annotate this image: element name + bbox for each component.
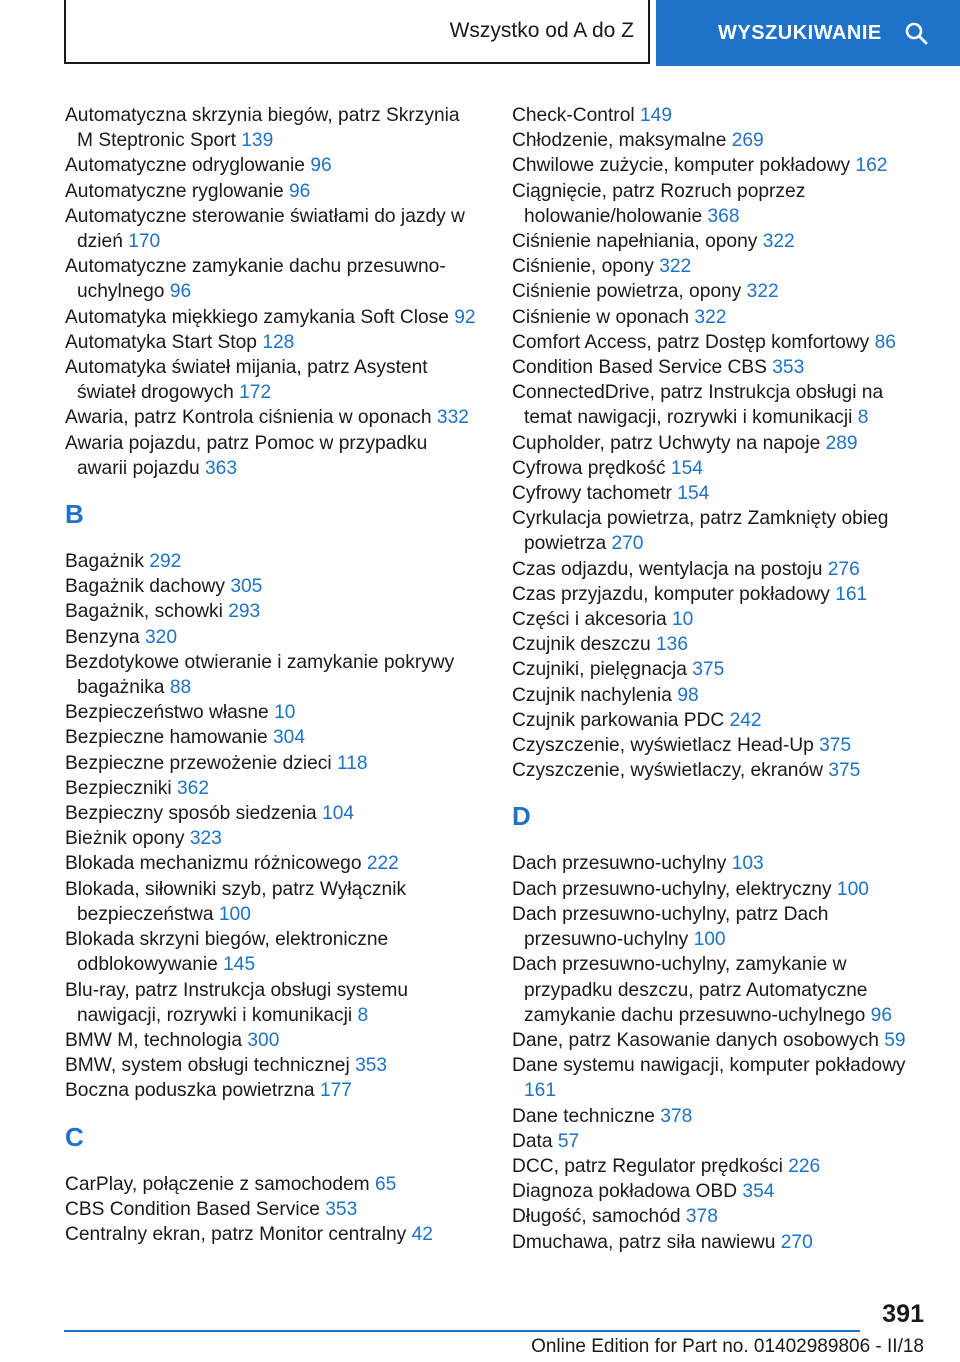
index-entry (65, 826, 480, 851)
index-entry (65, 599, 480, 624)
index-entry-text: Blokada mechanizmu różnicowego (65, 853, 362, 875)
index-entry (65, 625, 480, 650)
page-link[interactable]: 96 (870, 1004, 892, 1026)
index-entry-text: Ciśnienie powietrza, opony (512, 281, 742, 303)
index-entry-text: Ciśnienie, opony (512, 256, 654, 278)
index-entry-text: BMW M, technologia (65, 1029, 243, 1051)
index-entry (65, 700, 480, 725)
page-link[interactable]: 42 (411, 1223, 433, 1245)
index-entry (65, 877, 480, 927)
index-entry (512, 481, 930, 506)
index-entry-text: Cyfrowa prędkość (512, 457, 666, 479)
index-entry-text: Dach przesuwno-uchylny, elektryczny (512, 878, 832, 900)
index-entry-text: Dane techniczne (512, 1105, 655, 1127)
index-entry (512, 179, 930, 229)
page-link[interactable]: 368 (707, 205, 740, 227)
index-entry-text: Czujnik deszczu (512, 634, 651, 656)
index-entry-text: Ciągnięcie, patrz Rozruch poprzez holowanie/holowanie (512, 180, 806, 227)
index-entry (65, 725, 480, 750)
page-link[interactable]: 293 (228, 601, 261, 623)
page-link[interactable]: 353 (355, 1055, 388, 1077)
page-link[interactable]: 65 (375, 1173, 397, 1195)
index-entry (512, 708, 930, 733)
index-entry (512, 632, 930, 657)
index-entry-text: Diagnoza pokładowa OBD (512, 1181, 738, 1203)
page-link[interactable]: 289 (825, 432, 858, 454)
page-link[interactable]: 149 (639, 105, 672, 126)
index-entry (512, 851, 930, 876)
page-link[interactable]: 375 (828, 760, 861, 782)
index-entry (65, 355, 480, 405)
index-entry-text: Czyszczenie, wyświetlacz Head-Up (512, 735, 814, 757)
page-link[interactable]: 362 (177, 777, 210, 799)
index-entry-text: Chłodzenie, maksymalne (512, 130, 727, 152)
index-entry-text: Bagażnik, schowki (65, 601, 223, 623)
page-link[interactable]: 353 (772, 357, 805, 379)
page-link[interactable]: 304 (273, 727, 306, 749)
page-link[interactable]: 139 (241, 130, 274, 152)
index-entry (512, 1154, 930, 1179)
index-entry (512, 557, 930, 582)
page-link[interactable]: 300 (247, 1029, 280, 1051)
page-link[interactable]: 270 (780, 1231, 813, 1253)
page-link[interactable]: 226 (788, 1155, 821, 1177)
index-column-left (65, 103, 480, 1247)
page-link[interactable]: 128 (262, 331, 295, 353)
index-entry-text: Bieżnik opony (65, 828, 185, 850)
index-entry (65, 254, 480, 304)
page-link[interactable]: 103 (731, 853, 764, 875)
index-entry-text: Automatyczne sterowanie światłami do jazdy w dzień (65, 205, 465, 253)
index-entry (65, 801, 480, 826)
index-entry-text: BMW, system obsługi technicznej (65, 1055, 350, 1077)
index-letter-b: B (65, 499, 84, 530)
index-entry (512, 380, 930, 430)
tab-search-label: WYSZUKIWANIE (718, 21, 882, 44)
index-entry (65, 751, 480, 776)
index-entry-text: Data (512, 1130, 553, 1152)
page-link[interactable]: 8 (857, 407, 869, 429)
index-entry-text: Blokada, siłowniki szyb, patrz Wyłącznik bezpieczeństwa (65, 878, 407, 925)
index-entry-text: Dmuchawa, patrz siła nawiewu (512, 1231, 776, 1253)
index-entry-text: CarPlay, połączenie z samochodem (65, 1173, 370, 1195)
index-entry-text: Automatyka świateł mijania, patrz Asystent świateł drogowych (65, 357, 428, 404)
index-entry (512, 657, 930, 682)
top-navigation (0, 0, 960, 66)
index-entry (512, 103, 930, 128)
index-entry (512, 1179, 930, 1204)
page-link[interactable]: 322 (659, 256, 692, 278)
index-entry (512, 1053, 930, 1103)
index-entry (512, 330, 930, 355)
index-entry (65, 1078, 480, 1103)
index-entry (512, 506, 930, 556)
index-entry-text: Czyszczenie, wyświetlaczy, ekranów (512, 760, 823, 782)
index-entry-text: Automatyczne ryglowanie (65, 180, 284, 202)
page-link[interactable]: 98 (677, 684, 699, 706)
index-entry (65, 927, 480, 977)
index-entry-text: Czujniki, pielęgnacja (512, 659, 687, 681)
index-entry-text: Automatyka Start Stop (65, 331, 257, 353)
page-link[interactable]: 322 (694, 306, 727, 328)
index-entry (512, 1230, 930, 1255)
index-entry (65, 330, 480, 355)
page-link[interactable]: 305 (230, 576, 263, 598)
index-entry-text: Czujnik parkowania PDC (512, 709, 725, 731)
index-entry-text: Comfort Access, patrz Dostęp komfortowy (512, 331, 870, 353)
page-link[interactable]: 161 (524, 1080, 557, 1102)
index-entry-text: CBS Condition Based Service (65, 1198, 320, 1220)
index-entry-text: Długość, samochód (512, 1206, 681, 1228)
index-entry (65, 776, 480, 801)
page-link[interactable]: 96 (310, 155, 332, 177)
page-link[interactable]: 332 (436, 407, 469, 429)
index-entry (65, 1222, 480, 1247)
page-link[interactable]: 162 (855, 155, 888, 177)
tab-search[interactable] (656, 0, 960, 66)
index-entry (512, 733, 930, 758)
index-entry-text: Czas przyjazdu, komputer pokładowy (512, 583, 830, 605)
index-entry-text: Centralny ekran, patrz Monitor centralny (65, 1223, 407, 1245)
page-link[interactable]: 100 (836, 878, 869, 900)
page-link[interactable]: 86 (874, 331, 896, 353)
page-number: 391 (882, 1300, 924, 1328)
page-link[interactable]: 222 (366, 853, 399, 875)
index-entry (512, 683, 930, 708)
index-entry-text: Ciśnienie w oponach (512, 306, 690, 328)
index-entry (512, 1028, 930, 1053)
tab-a-to-z-label: Wszystko od A do Z (449, 19, 634, 42)
page-link[interactable]: 292 (149, 551, 182, 573)
index-entry-text: Bagażnik (65, 551, 144, 573)
page-link[interactable]: 242 (729, 709, 762, 731)
page-link[interactable]: 354 (742, 1181, 775, 1203)
index-entry-text: Dane systemu nawigacji, komputer pokładowy (512, 1055, 906, 1077)
page-link[interactable]: 172 (239, 382, 272, 404)
page-link[interactable]: 154 (670, 457, 703, 479)
page-link[interactable]: 170 (128, 231, 161, 253)
index-entry-text: Bezpieczeństwo własne (65, 702, 269, 724)
index-entry-text: Awaria pojazdu, patrz Pomoc w przypadku awarii pojazdu (65, 432, 428, 479)
index-entry (65, 103, 480, 153)
page-link[interactable]: 378 (685, 1206, 718, 1228)
index-entry (512, 1204, 930, 1229)
index-entry-text: Boczna poduszka powietrzna (65, 1080, 315, 1102)
index-entry-text: Awaria, patrz Kontrola ciśnienia w oponach (65, 407, 432, 429)
index-entry (512, 1104, 930, 1129)
index-entry (512, 254, 930, 279)
index-entry (512, 355, 930, 380)
index-entry-text: Automatyka miękkiego zamykania Soft Close (65, 306, 449, 328)
page-link[interactable]: 270 (611, 533, 644, 555)
index-entry (65, 305, 480, 330)
index-entry-text: Benzyna (65, 626, 140, 648)
page-link[interactable]: 375 (692, 659, 725, 681)
page-link[interactable]: 100 (693, 929, 726, 951)
index-entry (512, 128, 930, 153)
index-entry-text: Check-Control (512, 105, 635, 126)
index-entry-text: Bezpieczniki (65, 777, 172, 799)
page-link[interactable]: 378 (660, 1105, 693, 1127)
page-link[interactable]: 59 (884, 1029, 906, 1051)
index-entry-text: Czujnik nachylenia (512, 684, 672, 706)
page-link[interactable]: 96 (169, 281, 192, 303)
index-entry (512, 153, 930, 178)
page-link[interactable]: 276 (827, 558, 860, 580)
index-entry-text: Bezpieczne hamowanie (65, 727, 268, 749)
index-entry (65, 650, 480, 700)
magnifier-icon (904, 21, 928, 45)
index-entry (65, 405, 480, 430)
index-entry-text: Bezpieczne przewożenie dzieci (65, 752, 332, 774)
index-entry (512, 1129, 930, 1154)
page-link[interactable]: 96 (288, 180, 311, 202)
index-entry (512, 877, 930, 902)
index-entry (512, 305, 930, 330)
page-link[interactable]: 154 (677, 483, 710, 505)
page-link[interactable]: 104 (322, 803, 355, 825)
page-link[interactable]: 322 (746, 281, 779, 303)
index-entry (512, 582, 930, 607)
page-link[interactable]: 375 (819, 735, 852, 757)
page-link[interactable]: 118 (336, 752, 368, 774)
page-link[interactable]: 269 (731, 130, 764, 152)
index-entry (512, 902, 930, 952)
page-link[interactable]: 177 (319, 1080, 352, 1102)
index-entry-text: Automatyczna skrzynia biegów, patrz Skrzynia M Steptronic Sport (65, 105, 460, 152)
index-entry-text: Dach przesuwno-uchylny (512, 853, 727, 875)
index-entry-text: Części i akcesoria (512, 609, 667, 631)
index-entry-text: Cyrkulacja powietrza, patrz Zamknięty obieg powietrza (512, 508, 889, 555)
index-entry-text: Cyfrowy tachometr (512, 483, 672, 505)
index-letter-d: D (512, 801, 531, 832)
index-entry-text: Cupholder, patrz Uchwyty na napoje (512, 432, 821, 454)
page-link[interactable]: 10 (274, 702, 296, 724)
index-entry (65, 549, 480, 574)
index-entry-text: ConnectedDrive, patrz Instrukcja obsługi na temat nawigacji, rozrywki i komunikacji (512, 382, 884, 429)
index-entry (65, 1053, 480, 1078)
index-entry-text: Bagażnik dachowy (65, 576, 225, 598)
index-entry (65, 1197, 480, 1222)
page-link[interactable]: 322 (762, 231, 795, 253)
index-entry-text: Dach przesuwno-uchylny, zamykanie w przypadku deszczu, patrz Automatyczne zamykanie dachu przesuwno-uchylnego (512, 954, 868, 1026)
index-entry (65, 204, 480, 254)
page-link[interactable]: 92 (454, 306, 476, 328)
page-link[interactable]: 100 (218, 903, 251, 925)
index-entry (512, 456, 930, 481)
index-entry-text: DCC, patrz Regulator prędkości (512, 1155, 783, 1177)
index-entry (512, 607, 930, 632)
index-entry-text: Blokada skrzyni biegów, elektroniczne odblokowywanie (65, 929, 389, 976)
index-entry (512, 952, 930, 1028)
index-entry (65, 431, 480, 481)
page-link[interactable]: 88 (169, 677, 192, 699)
index-entry-text: Condition Based Service CBS (512, 357, 767, 379)
index-entry (65, 1172, 480, 1197)
page-link[interactable]: 136 (655, 634, 688, 656)
index-entry-text: Dach przesuwno-uchylny, patrz Dach przesuwno-uchylny (512, 903, 829, 951)
index-entry-text: Bezpieczny sposób siedzenia (65, 803, 317, 825)
index-entry (512, 431, 930, 456)
page-link[interactable]: 57 (557, 1130, 580, 1152)
page-link[interactable]: 320 (145, 626, 178, 648)
index-entry (65, 851, 480, 876)
footer-divider (64, 1330, 860, 1332)
index-entry-text: Czas odjazdu, wentylacja na postoju (512, 558, 823, 580)
index-entry-text: Automatyczne zamykanie dachu przesuwno-uchylnego (65, 256, 446, 303)
index-entry-text: Ciśnienie napełniania, opony (512, 231, 758, 253)
page-link[interactable]: 145 (223, 954, 256, 976)
index-entry (512, 758, 930, 783)
index-entry (65, 153, 480, 178)
index-entry-text: Automatyczne odryglowanie (65, 155, 305, 177)
index-entry-text: Blu-ray, patrz Instrukcja obsługi systemu nawigacji, rozrywki i komunikacji (65, 979, 409, 1026)
page-link[interactable]: 323 (189, 828, 222, 850)
index-entry (65, 574, 480, 599)
index-entry (65, 978, 480, 1028)
page-link[interactable]: 8 (357, 1004, 369, 1026)
page-link[interactable]: 353 (325, 1198, 358, 1220)
tab-a-to-z[interactable] (64, 0, 650, 64)
footer-edition: Online Edition for Part no. 01402989806 - II/18 (531, 1336, 924, 1357)
index-entry (512, 279, 930, 304)
page-link[interactable]: 10 (671, 609, 694, 631)
index-entry-text: Bezdotykowe otwieranie i zamykanie pokrywy bagażnika (65, 651, 455, 699)
index-entry-text: Dane, patrz Kasowanie danych osobowych (512, 1029, 879, 1051)
page-link[interactable]: 161 (835, 583, 868, 605)
index-entry (512, 229, 930, 254)
index-column-right (512, 103, 930, 1255)
index-letter-c: C (65, 1121, 84, 1152)
page-link[interactable]: 363 (205, 457, 238, 479)
index-entry (65, 179, 480, 204)
index-entry (65, 1028, 480, 1053)
index-entry-text: Chwilowe zużycie, komputer pokładowy (512, 155, 851, 177)
